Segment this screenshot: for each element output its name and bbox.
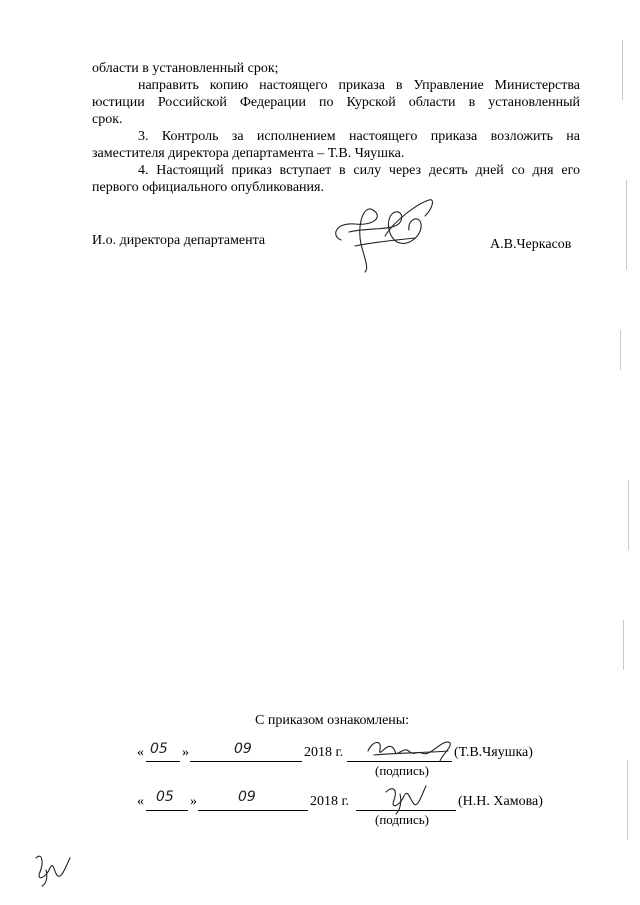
- entry-2-close-quote: »: [190, 794, 197, 809]
- paragraph-copy-line-2: юстиции Российской Федерации по Курской области в установленный: [92, 95, 580, 110]
- entry-1-name: (Т.В.Чяушка): [454, 745, 533, 760]
- paragraph-3-line-1: 3. Контроль за исполнением настоящего приказа возложить на: [138, 129, 580, 144]
- paragraph-copy-line-3: срок.: [92, 112, 123, 127]
- entry-2-name: (Н.Н. Хамова): [458, 794, 543, 809]
- scan-edge-artifacts: [618, 0, 632, 905]
- paragraph-3-line-2: заместителя директора департамента – Т.В. Чяушка.: [92, 146, 405, 161]
- entry-1-day: 05: [150, 741, 168, 757]
- director-signature-icon: [325, 196, 440, 274]
- entry-2-year: 2018 г.: [310, 794, 350, 809]
- entry-1-year: 2018 г.: [304, 745, 344, 760]
- entry-1-caption: (подпись): [375, 763, 429, 778]
- acknowledgement-title: С приказом ознакомлены:: [255, 713, 410, 728]
- entry-2-signature-icon: [380, 780, 430, 816]
- order-text: [92, 60, 580, 196]
- paragraph-4-line-2: первого официального опубликования.: [92, 180, 324, 195]
- signatory-position: И.о. директора департамента: [92, 233, 266, 248]
- entry-1-close-quote: »: [182, 745, 189, 760]
- entry-1-open-quote: «: [137, 745, 144, 760]
- entry-1-signature-icon: [362, 733, 457, 765]
- entry-1-month: 09: [234, 741, 252, 757]
- signatory-name: А.В.Черкасов: [490, 237, 572, 252]
- entry-2-day: 05: [156, 789, 174, 805]
- paragraph-copy-line-1: направить копию настоящего приказа в Управление Министерства: [138, 78, 580, 93]
- entry-2-caption: (подпись): [375, 812, 429, 827]
- entry-2-open-quote: «: [137, 794, 144, 809]
- entry-1-day-line: [146, 761, 180, 762]
- entry-2-month: 09: [238, 789, 256, 805]
- paragraph-4-line-1: 4. Настоящий приказ вступает в силу через десять дней со дня его: [138, 163, 580, 178]
- entry-2-month-line: [198, 810, 308, 811]
- entry-2-day-line: [146, 810, 188, 811]
- entry-1-month-line: [190, 761, 302, 762]
- initials-mark-icon: [30, 848, 76, 888]
- paragraph-2-tail: области в установленный срок;: [92, 61, 279, 76]
